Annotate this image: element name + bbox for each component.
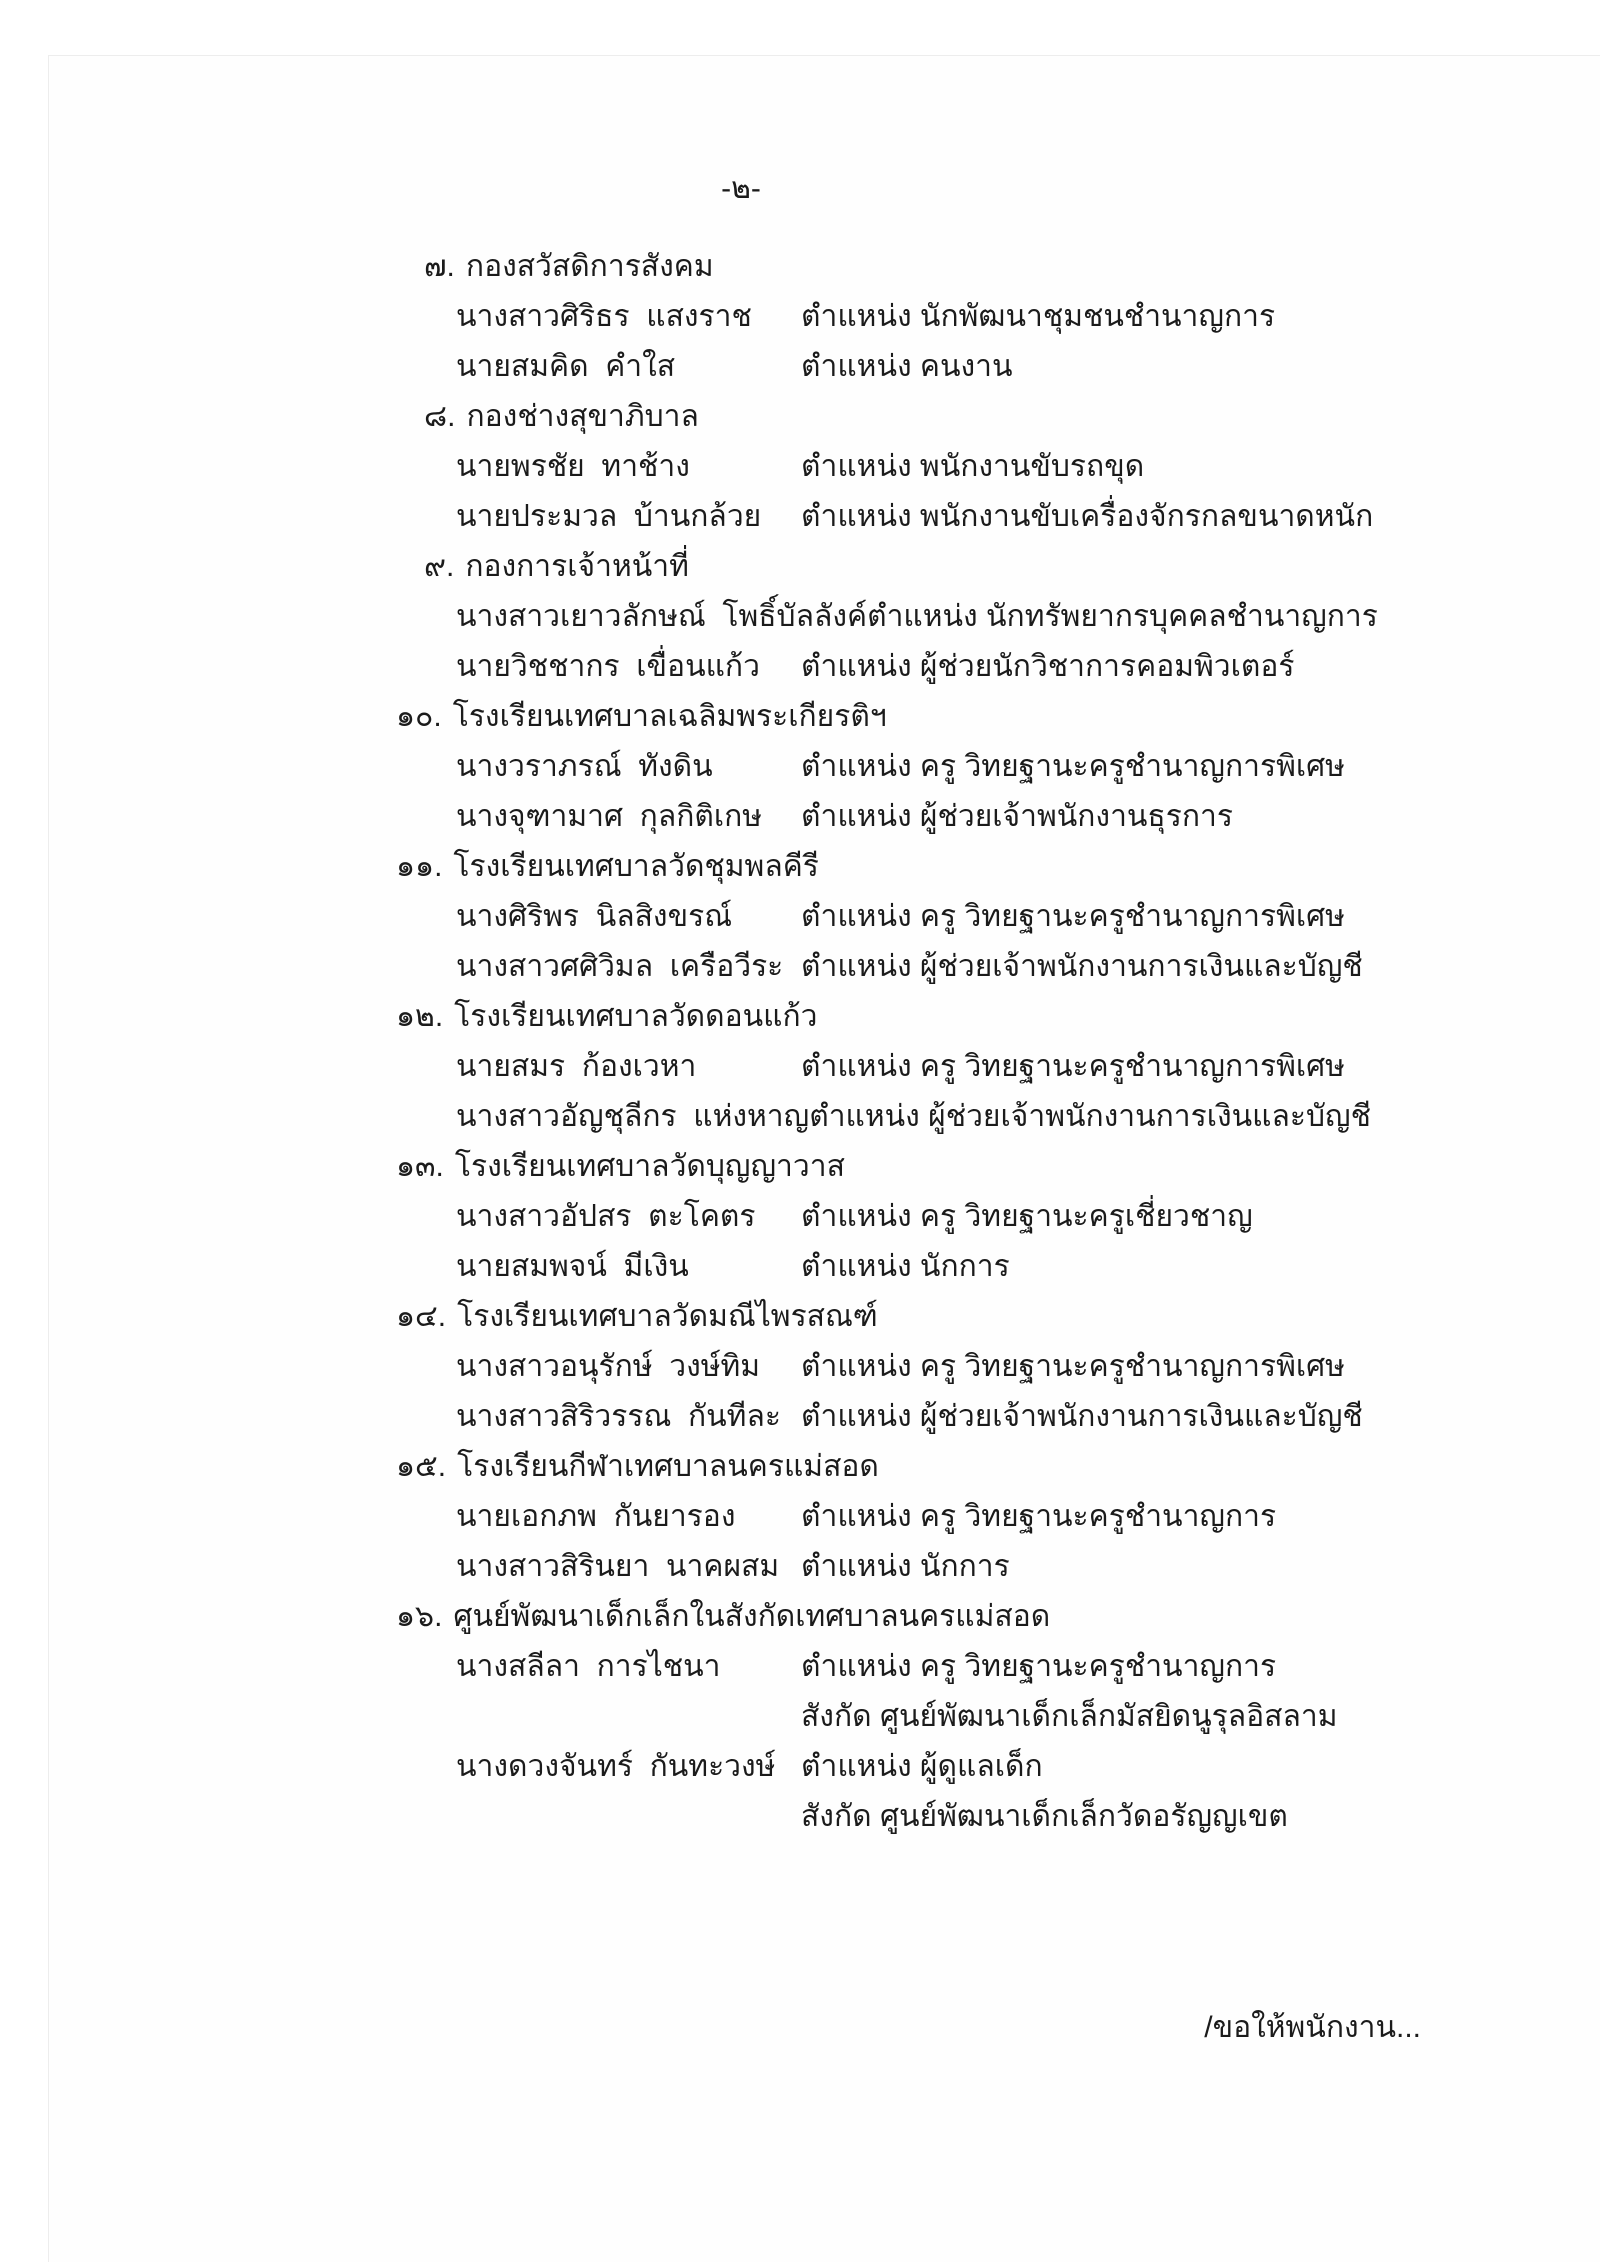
section-heading [396, 996, 1560, 1046]
person-name: นางวราภรณ์ ทังดิน [456, 750, 713, 783]
personnel-row [456, 1046, 1560, 1096]
personnel-row [456, 796, 1560, 846]
personnel-list [396, 246, 1560, 1846]
section-number: ๑๔. [396, 1300, 447, 1333]
personnel-affiliation-row [456, 1696, 1560, 1746]
section-title: โรงเรียนเทศบาลเฉลิมพระเกียรติฯ [452, 700, 887, 733]
personnel-row [456, 496, 1560, 546]
person-name: นางสาวสิริวรรณ กันทีละ [456, 1400, 781, 1433]
personnel-row [456, 1346, 1560, 1396]
person-name: นางสาวอัปสร ตะโคตร [456, 1200, 756, 1233]
section-heading [396, 846, 1560, 896]
personnel-row [456, 896, 1560, 946]
person-position: ตำแหน่ง ครู วิทยฐานะครูชำนาญการพิเศษ [801, 1350, 1345, 1383]
person-position: ตำแหน่ง นักการ [801, 1550, 1010, 1583]
person-position: ตำแหน่ง ผู้ดูแลเด็ก [801, 1750, 1043, 1783]
person-position: ตำแหน่ง คนงาน [801, 350, 1013, 383]
section-title: โรงเรียนเทศบาลวัดมณีไพรสณฑ์ [457, 1300, 878, 1333]
section-number: ๑๖. [396, 1600, 443, 1633]
section-number: ๑๑. [396, 850, 443, 883]
personnel-row [456, 1746, 1560, 1796]
person-name: นางสาวอนุรักษ์ วงษ์ทิม [456, 1350, 761, 1383]
section-heading [396, 1146, 1560, 1196]
person-affiliation: สังกัด ศูนย์พัฒนาเด็กเล็กวัดอรัญญเขต [801, 1800, 1288, 1833]
person-position: ตำแหน่ง พนักงานขับรถขุด [801, 450, 1145, 483]
person-name: นางสลีลา การไชนา [456, 1650, 721, 1683]
personnel-row [456, 296, 1560, 346]
person-position: ตำแหน่ง ครู วิทยฐานะครูชำนาญการ [801, 1500, 1277, 1533]
section-title: กองการเจ้าหน้าที่ [465, 550, 689, 583]
person-position: ตำแหน่ง ผู้ช่วยเจ้าพนักงานการเงินและบัญชี [809, 1100, 1371, 1133]
section-heading [396, 1296, 1560, 1346]
person-name: นางสาวศิริธร แสงราช [456, 300, 752, 333]
person-name: นายสมพจน์ มีเงิน [456, 1250, 689, 1283]
section-heading [424, 246, 1560, 296]
personnel-row [456, 1246, 1560, 1296]
personnel-row [456, 646, 1560, 696]
person-position: ตำแหน่ง ครู วิทยฐานะครูชำนาญการพิเศษ [801, 1050, 1345, 1083]
section-title: กองสวัสดิการสังคม [465, 250, 714, 283]
page-number: -๒- [721, 172, 761, 205]
person-position: ตำแหน่ง นักพัฒนาชุมชนชำนาญการ [801, 300, 1276, 333]
section-number: ๑๕. [396, 1450, 447, 1483]
person-position: ตำแหน่ง ผู้ช่วยเจ้าพนักงานการเงินและบัญชี [801, 950, 1363, 983]
personnel-row [456, 1646, 1560, 1696]
person-affiliation: สังกัด ศูนย์พัฒนาเด็กเล็กมัสยิดนูรุลอิสลาม [801, 1700, 1338, 1733]
section-number: ๑๓. [396, 1150, 444, 1183]
person-name: นางสาวศศิวิมล เครือวีระ [456, 950, 784, 983]
section-number: ๑๐. [396, 700, 442, 733]
person-name: นายประมวล บ้านกล้วย [456, 500, 762, 533]
personnel-row [456, 1396, 1560, 1446]
person-name: นายเอกภพ กันยารอง [456, 1500, 736, 1533]
personnel-affiliation-row [456, 1796, 1560, 1846]
section-title: กองช่างสุขาภิบาล [466, 400, 699, 433]
personnel-row [456, 446, 1560, 496]
person-name: นายวิชชากร เขื่อนแก้ว [456, 650, 760, 683]
section-title: โรงเรียนกีฬาเทศบาลนครแม่สอด [457, 1450, 879, 1483]
continuation-note: /ขอให้พนักงาน... [1204, 2011, 1421, 2044]
section-title: โรงเรียนเทศบาลวัดบุญญาวาส [454, 1150, 845, 1183]
person-position: ตำแหน่ง ครู วิทยฐานะครูชำนาญการ [801, 1650, 1277, 1683]
person-name: นางดวงจันทร์ กันทะวงษ์ [456, 1750, 776, 1783]
section-title: โรงเรียนเทศบาลวัดดอนแก้ว [454, 1000, 818, 1033]
personnel-row [456, 596, 1560, 646]
section-title: ศูนย์พัฒนาเด็กเล็กในสังกัดเทศบาลนครแม่สอด [453, 1600, 1051, 1633]
person-name: นายสมคิด คำใส [456, 350, 676, 383]
person-position: ตำแหน่ง ผู้ช่วยเจ้าพนักงานธุรการ [801, 800, 1233, 833]
person-name: นางศิริพร นิลสิงขรณ์ [456, 900, 733, 933]
personnel-row [456, 946, 1560, 996]
person-position: ตำแหน่ง ครู วิทยฐานะครูชำนาญการพิเศษ [801, 750, 1345, 783]
personnel-row [456, 1096, 1560, 1146]
person-position: ตำแหน่ง ครู วิทยฐานะครูชำนาญการพิเศษ [801, 900, 1345, 933]
section-heading [396, 1446, 1560, 1496]
document-page [48, 55, 1600, 2262]
person-position: ตำแหน่ง นักการ [801, 1250, 1010, 1283]
person-position: ตำแหน่ง นักทรัพยากรบุคคลชำนาญการ [867, 600, 1378, 633]
section-number: ๑๒. [396, 1000, 444, 1033]
person-name: นางสาวเยาวลักษณ์ โพธิ์บัลลังค์ [456, 600, 868, 633]
person-name: นายพรชัย ทาช้าง [456, 450, 690, 483]
person-position: ตำแหน่ง ผู้ช่วยนักวิชาการคอมพิวเตอร์ [801, 650, 1295, 683]
person-name: นางสาวอัญชุลีกร แห่งหาญ [456, 1100, 810, 1133]
person-position: ตำแหน่ง ผู้ช่วยเจ้าพนักงานการเงินและบัญชี [801, 1400, 1363, 1433]
person-name: นายสมร ก้องเวหา [456, 1050, 697, 1083]
person-position: ตำแหน่ง ครู วิทยฐานะครูเชี่ยวชาญ [801, 1200, 1253, 1233]
section-heading [424, 396, 1560, 446]
section-number: ๙. [424, 550, 455, 583]
section-heading [396, 1596, 1560, 1646]
person-position: ตำแหน่ง พนักงานขับเครื่องจักรกลขนาดหนัก [801, 500, 1374, 533]
person-name: นางสาวสิรินยา นาคผสม [456, 1550, 780, 1583]
personnel-row [456, 1496, 1560, 1546]
personnel-row [456, 1546, 1560, 1596]
personnel-row [456, 1196, 1560, 1246]
section-heading [424, 546, 1560, 596]
personnel-row [456, 346, 1560, 396]
section-heading [396, 696, 1560, 746]
person-name: นางจุฑามาศ กุลกิติเกษ [456, 800, 763, 833]
section-number: ๗. [424, 250, 455, 283]
section-number: ๘. [424, 400, 456, 433]
section-title: โรงเรียนเทศบาลวัดชุมพลคีรี [453, 850, 819, 883]
personnel-row [456, 746, 1560, 796]
